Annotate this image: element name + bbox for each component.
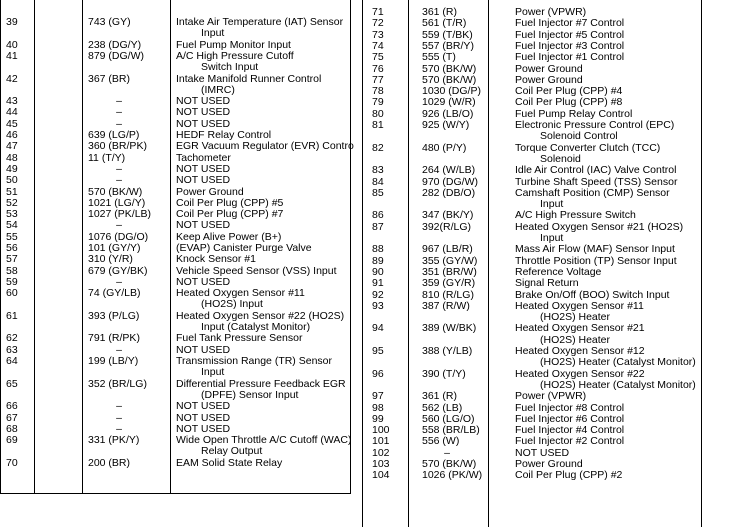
wire-circuit: 570 (BK/W) — [422, 62, 477, 75]
wire-circuit: – — [116, 422, 122, 435]
circuit-function-continued: Solenoid Control — [540, 130, 618, 143]
pin-number: 68 — [6, 422, 18, 435]
circuit-function-continued: Input — [201, 366, 225, 379]
pin-number: 101 — [372, 435, 390, 448]
circuit-function: Wide Open Throttle A/C Cutoff (WAC) — [176, 434, 352, 447]
pin-number: 54 — [6, 219, 18, 232]
table-row — [362, 188, 741, 211]
wire-circuit: 392(R/LG) — [422, 220, 472, 233]
wire-circuit: 388 (Y/LB) — [422, 345, 473, 357]
table-row — [0, 40, 350, 51]
pin-number: 47 — [6, 140, 18, 153]
wire-circuit: – — [116, 400, 122, 413]
pin-number: 83 — [372, 164, 384, 177]
circuit-function-continued: Switch Input — [201, 61, 259, 74]
circuit-function: Fuel Injector #1 Control — [515, 51, 625, 64]
wire-circuit: 679 (GY/BK) — [88, 264, 148, 277]
pin-number: 71 — [372, 6, 384, 18]
table-row — [0, 175, 350, 186]
table-row — [362, 52, 741, 63]
circuit-function-continued: (HO2S) Heater (Catalyst Monitor) — [540, 378, 696, 391]
circuit-function-continued: Input — [540, 198, 564, 211]
pin-number: 77 — [372, 73, 384, 86]
circuit-function: Fuel Injector #3 Control — [515, 39, 625, 52]
table-row — [0, 164, 350, 175]
circuit-function: Keep Alive Power (B+) — [176, 230, 282, 243]
wire-circuit: – — [116, 95, 122, 108]
pin-number: 49 — [6, 162, 18, 175]
circuit-function: Power (VPWR) — [515, 6, 587, 18]
wire-circuit: 560 (LG/O) — [422, 412, 475, 425]
pin-number: 39 — [6, 16, 18, 28]
wire-circuit: – — [116, 117, 122, 130]
table-row — [0, 413, 350, 424]
circuit-function-continued: (DPFE) Sensor Input — [201, 388, 299, 401]
wire-circuit: – — [116, 162, 122, 175]
table-row — [362, 346, 741, 369]
circuit-function: HEDF Relay Control — [176, 129, 272, 141]
pin-number: 91 — [372, 277, 384, 290]
pin-number: 84 — [372, 175, 384, 188]
table-row — [0, 220, 350, 231]
pin-number: 67 — [6, 411, 18, 424]
wire-circuit: 570 (BK/W) — [422, 73, 477, 86]
circuit-function: NOT USED — [176, 174, 231, 187]
circuit-function: Coil Per Plug (CPP) #2 — [515, 469, 623, 482]
circuit-function: Heated Oxygen Sensor #21 — [515, 322, 645, 335]
wire-circuit: 555 (T) — [422, 51, 456, 64]
pin-number: 103 — [372, 458, 390, 470]
wire-circuit: 359 (GY/R) — [422, 277, 476, 290]
circuit-function: NOT USED — [176, 219, 231, 232]
wire-circuit: – — [116, 411, 122, 424]
circuit-function: Power (VPWR) — [515, 390, 587, 403]
table-row — [362, 165, 741, 176]
wire-circuit: 743 (GY) — [88, 16, 131, 28]
circuit-function: Fuel Injector #5 Control — [515, 28, 625, 41]
table-row — [0, 140, 354, 153]
wire-circuit: 352 (BR/LG) — [88, 377, 147, 390]
pin-number: 53 — [6, 208, 18, 221]
wire-circuit: 361 (R) — [422, 6, 458, 18]
pin-number: 56 — [6, 242, 18, 254]
wire-circuit: – — [116, 106, 122, 119]
circuit-function: Heated Oxygen Sensor #11 — [176, 287, 305, 300]
wire-circuit: 282 (DB/O) — [422, 186, 476, 199]
pin-number: 40 — [6, 38, 18, 51]
table-row — [362, 323, 741, 346]
table-row — [0, 209, 350, 220]
circuit-function: NOT USED — [176, 162, 231, 175]
pin-number: 78 — [372, 85, 384, 98]
wire-circuit: 101 (GY/Y) — [88, 242, 141, 254]
table-row — [362, 222, 741, 245]
table-row — [0, 254, 350, 265]
circuit-function: Throttle Position (TP) Sensor Input — [515, 254, 677, 267]
circuit-function: Coil Per Plug (CPP) #5 — [176, 196, 284, 209]
circuit-function: (EVAP) Canister Purge Valve — [176, 242, 312, 254]
circuit-function: NOT USED — [176, 275, 231, 288]
wire-circuit: 360 (BR/PK) — [88, 140, 147, 153]
circuit-function: Coil Per Plug (CPP) #8 — [515, 96, 623, 109]
pin-number: 55 — [6, 230, 18, 243]
pin-number: 92 — [372, 288, 384, 301]
wire-circuit: – — [116, 275, 122, 288]
wire-circuit: 967 (LB/R) — [422, 243, 473, 256]
pin-number: 61 — [6, 309, 18, 322]
wire-circuit: 925 (W/Y) — [422, 119, 470, 131]
table-row — [0, 153, 350, 164]
wire-circuit: 559 (T/BK) — [422, 28, 473, 41]
circuit-function: Power Ground — [515, 73, 583, 86]
wire-circuit: 389 (W/BK) — [422, 322, 477, 335]
pin-number: 88 — [372, 243, 384, 256]
pin-number: 42 — [6, 72, 18, 85]
pin-number: 99 — [372, 412, 384, 425]
pin-number: 70 — [6, 456, 18, 469]
pin-number: 94 — [372, 322, 384, 335]
circuit-function: Turbine Shaft Speed (TSS) Sensor — [515, 175, 678, 188]
pin-number: 79 — [372, 96, 384, 109]
pin-number: 66 — [6, 400, 18, 413]
pin-number: 104 — [372, 469, 390, 482]
pin-number: 80 — [372, 107, 384, 120]
circuit-function: Heated Oxygen Sensor #21 (HO2S) — [515, 220, 684, 233]
circuit-function: Vehicle Speed Sensor (VSS) Input — [176, 264, 337, 277]
wire-circuit: 264 (W/LB) — [422, 164, 476, 177]
wire-circuit: 367 (BR) — [88, 72, 131, 85]
circuit-function: Signal Return — [515, 277, 579, 290]
table-row — [362, 391, 741, 402]
table-row — [362, 143, 741, 166]
circuit-function: Fuel Pump Monitor Input — [176, 38, 291, 51]
pin-number: 69 — [6, 434, 18, 447]
pin-number: 82 — [372, 141, 384, 154]
pin-number: 50 — [6, 174, 18, 187]
circuit-function: NOT USED — [176, 117, 231, 130]
table-row — [0, 107, 350, 118]
wire-circuit: 1030 (DG/P) — [422, 85, 481, 98]
wire-circuit: 562 (LB) — [422, 401, 463, 414]
pin-number: 60 — [6, 287, 18, 300]
table-row — [362, 301, 741, 324]
table-row — [0, 356, 350, 379]
table-row — [362, 120, 741, 143]
pin-number: 64 — [6, 355, 18, 367]
table-row — [0, 311, 350, 334]
wire-circuit: 1029 (W/R) — [422, 96, 476, 109]
circuit-function: Tachometer — [176, 151, 231, 164]
wire-circuit: 639 (LG/P) — [88, 129, 140, 141]
circuit-function: Torque Converter Clutch (TCC) — [515, 141, 661, 154]
table-row — [0, 17, 350, 40]
wire-circuit: – — [116, 174, 122, 187]
circuit-function: Heated Oxygen Sensor #12 — [515, 345, 645, 357]
circuit-function: NOT USED — [176, 343, 231, 356]
wire-circuit: 570 (BK/W) — [422, 458, 477, 470]
circuit-function-continued: Input — [201, 27, 225, 40]
circuit-function: EGR Vacuum Regulator (EVR) Contro — [176, 140, 354, 153]
wire-circuit: 355 (GY/W) — [422, 254, 478, 267]
table-row — [362, 436, 741, 447]
circuit-function: Intake Manifold Runner Control — [176, 72, 322, 85]
circuit-function: Fuel Injector #6 Control — [515, 412, 625, 425]
wire-circuit: 351 (BR/W) — [422, 265, 477, 278]
wire-circuit: 74 (GY/LB) — [88, 287, 141, 300]
pin-number: 43 — [6, 95, 18, 108]
table-row — [0, 333, 350, 344]
circuit-function: NOT USED — [176, 411, 231, 424]
table-row — [0, 288, 350, 311]
pin-number: 63 — [6, 343, 18, 356]
wire-circuit: 390 (T/Y) — [422, 367, 466, 380]
table-row — [0, 379, 350, 402]
pin-number: 90 — [372, 265, 384, 278]
wire-circuit: 791 (R/PK) — [88, 332, 140, 345]
pin-number: 89 — [372, 254, 384, 267]
table-row — [0, 401, 350, 412]
table-row — [362, 470, 741, 481]
pin-number: 74 — [372, 39, 384, 52]
circuit-function: Fuel Injector #2 Control — [515, 435, 625, 448]
pin-number: 45 — [6, 117, 18, 130]
circuit-function: NOT USED — [176, 400, 231, 413]
table-row — [0, 435, 350, 458]
table-row — [362, 278, 741, 289]
pin-number: 58 — [6, 264, 18, 277]
pin-number: 76 — [372, 62, 384, 75]
table-row — [362, 97, 741, 108]
circuit-function: Heated Oxygen Sensor #11 — [515, 299, 644, 312]
circuit-function: Idle Air Control (IAC) Valve Control — [515, 164, 677, 177]
pin-number: 100 — [372, 424, 390, 437]
pin-number: 52 — [6, 196, 18, 209]
circuit-function: Coil Per Plug (CPP) #4 — [515, 85, 623, 98]
pin-number: 95 — [372, 345, 384, 357]
pin-number: 59 — [6, 275, 18, 288]
wire-circuit: 361 (R) — [422, 390, 458, 403]
table-row — [0, 119, 350, 130]
wire-circuit: 238 (DG/Y) — [88, 38, 142, 51]
table-row — [0, 51, 350, 74]
circuit-function-continued: Input (Catalyst Monitor) — [201, 321, 311, 334]
circuit-function-continued: (HO2S) Heater (Catalyst Monitor) — [540, 356, 696, 369]
wire-circuit: 200 (BR) — [88, 456, 131, 469]
pin-number: 44 — [6, 106, 18, 119]
circuit-function: Coil Per Plug (CPP) #7 — [176, 208, 284, 221]
circuit-function: Power Ground — [515, 62, 583, 75]
pin-number: 65 — [6, 377, 18, 390]
table-row — [0, 96, 350, 107]
pin-number: 86 — [372, 209, 384, 222]
circuit-function: A/C High Pressure Switch — [515, 209, 636, 222]
circuit-function: Differential Pressure Feedback EGR — [176, 377, 346, 390]
table-row — [0, 458, 350, 469]
wire-circuit: – — [444, 446, 450, 459]
wire-circuit: 557 (BR/Y) — [422, 39, 474, 52]
pin-number: 98 — [372, 401, 384, 414]
circuit-function: EAM Solid State Relay — [176, 456, 283, 469]
wire-circuit: 926 (LB/O) — [422, 107, 474, 120]
wire-circuit: 310 (Y/R) — [88, 253, 133, 266]
circuit-function: Transmission Range (TR) Sensor — [176, 355, 332, 367]
pin-number: 97 — [372, 390, 384, 403]
wire-circuit: 1076 (DG/O) — [88, 230, 149, 243]
circuit-function: Camshaft Position (CMP) Sensor — [515, 186, 670, 199]
circuit-function: Fuel Injector #8 Control — [515, 401, 625, 414]
pin-number: 81 — [372, 119, 384, 131]
circuit-function: Reference Voltage — [515, 265, 602, 278]
table-row — [0, 74, 350, 97]
wire-circuit: – — [116, 343, 122, 356]
circuit-function: Fuel Injector #4 Control — [515, 424, 625, 437]
wire-circuit: 1027 (PK/LB) — [88, 208, 152, 221]
circuit-function: Heated Oxygen Sensor #22 (HO2S) — [176, 309, 345, 322]
table-row — [0, 187, 350, 198]
wire-circuit: 387 (R/W) — [422, 299, 470, 312]
wire-circuit: – — [116, 219, 122, 232]
circuit-function-continued: (IMRC) — [201, 83, 235, 96]
table-row — [0, 266, 350, 277]
circuit-function: Fuel Tank Pressure Sensor — [176, 332, 303, 345]
circuit-function-continued: Relay Output — [201, 445, 263, 458]
right-pinout-table — [362, 0, 741, 527]
pin-number: 102 — [372, 446, 390, 459]
pin-number: 96 — [372, 367, 384, 380]
wire-circuit: 1026 (PK/W) — [422, 469, 483, 482]
circuit-function: Heated Oxygen Sensor #22 — [515, 367, 645, 380]
pin-number: 72 — [372, 17, 384, 30]
wire-circuit: 331 (PK/Y) — [88, 434, 140, 447]
circuit-function: NOT USED — [176, 106, 231, 119]
table-row — [362, 369, 741, 392]
circuit-function-continued: (HO2S) Heater — [540, 333, 611, 346]
pin-number: 41 — [6, 49, 18, 62]
wire-circuit: 558 (BR/LB) — [422, 424, 480, 437]
circuit-function: Intake Air Temperature (IAT) Sensor — [176, 16, 344, 28]
pin-number: 62 — [6, 332, 18, 345]
pin-number: 46 — [6, 129, 18, 141]
circuit-function-continued: (HO2S) Heater — [540, 311, 611, 324]
circuit-function-continued: Solenoid — [540, 152, 581, 165]
circuit-function: A/C High Pressure Cutoff — [176, 49, 294, 62]
wire-circuit: 199 (LB/Y) — [88, 355, 139, 367]
circuit-function: Fuel Pump Relay Control — [515, 107, 633, 120]
pin-number: 73 — [372, 28, 384, 41]
circuit-function: Power Ground — [515, 458, 583, 470]
wire-circuit: 1021 (LG/Y) — [88, 196, 146, 209]
circuit-function: NOT USED — [176, 422, 231, 435]
circuit-function: NOT USED — [176, 95, 231, 108]
pin-number: 75 — [372, 51, 384, 64]
pin-number: 51 — [6, 185, 18, 198]
circuit-function: Electronic Pressure Control (EPC) — [515, 119, 675, 131]
wire-circuit: 393 (P/LG) — [88, 309, 140, 322]
wire-circuit: 347 (BK/Y) — [422, 209, 474, 222]
pin-number: 93 — [372, 299, 384, 312]
circuit-function: Fuel Injector #7 Control — [515, 17, 625, 30]
table-row — [362, 244, 741, 255]
wire-circuit: 561 (T/R) — [422, 17, 467, 30]
wire-circuit: 556 (W) — [422, 435, 460, 448]
pin-number: 85 — [372, 186, 384, 199]
left-pinout-table — [0, 0, 356, 494]
wire-circuit: 11 (T/Y) — [88, 151, 126, 164]
circuit-function: Knock Sensor #1 — [176, 253, 256, 266]
table-row — [0, 243, 350, 254]
wire-circuit: 570 (BK/W) — [88, 185, 143, 198]
table-row — [362, 18, 741, 29]
wire-circuit: 480 (P/Y) — [422, 141, 467, 154]
wire-circuit: 879 (DG/W) — [88, 49, 145, 62]
pin-number: 87 — [372, 220, 384, 233]
circuit-function-continued: Input — [540, 231, 564, 244]
table-row — [362, 210, 741, 221]
pin-number: 48 — [6, 151, 18, 164]
pin-number: 57 — [6, 253, 18, 266]
circuit-function: NOT USED — [515, 446, 570, 459]
table-row — [0, 198, 350, 209]
left-bottom-border — [0, 493, 351, 494]
circuit-function: Brake On/Off (BOO) Switch Input — [515, 288, 670, 301]
circuit-function-continued: (HO2S) Input — [201, 298, 263, 311]
left-col-divider-4 — [350, 0, 351, 494]
wire-circuit: 810 (R/LG) — [422, 288, 474, 301]
circuit-function: Power Ground — [176, 185, 244, 198]
circuit-function: Mass Air Flow (MAF) Sensor Input — [515, 243, 675, 256]
wire-circuit: 970 (DG/W) — [422, 175, 479, 188]
